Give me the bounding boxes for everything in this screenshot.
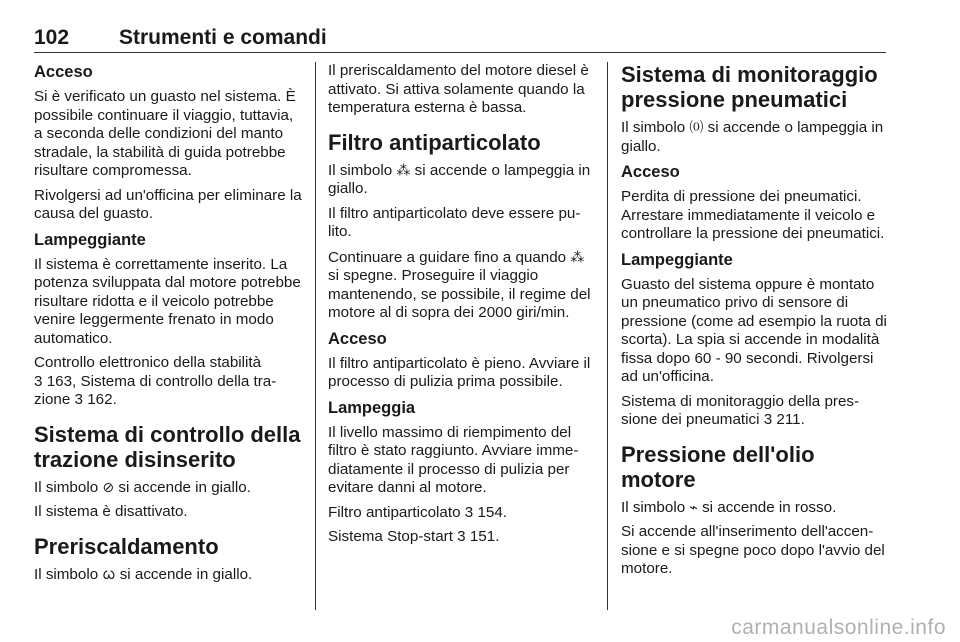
paragraph: Il preriscaldamento del motore diesel è attivato. Si attiva solamente quando la temperatura esterna è bassa. (328, 62, 589, 116)
paragraph: Il simbolo ⁂ si accende o lampeggia in giallo. (328, 161, 591, 197)
page-ref-arrow-icon: 3 (464, 503, 474, 521)
heading-traction-off: Sistema di controllo della trazione disinserito (34, 421, 301, 472)
heading-acceso: Acceso (621, 163, 680, 181)
page-number: 102 (34, 26, 70, 49)
paragraph: Perdita di pressione dei pneumatici. Arrestare immediatamente il veicolo e controllare la pressione dei pneumatici. (621, 188, 885, 242)
page-ref-arrow-icon: 3 (457, 528, 466, 545)
heading-acceso: Acceso (34, 63, 93, 81)
page-reference[interactable]: 162 (87, 391, 113, 408)
paragraph: Il filtro antiparticolato deve essere pulito. (328, 204, 581, 240)
column-1 (34, 62, 302, 590)
paragraph: Il simbolo ⌁ si accende in rosso. (621, 498, 837, 516)
paragraph: Il livello massimo di riempimento del filtro è stato raggiunto. Avviare immediatamente il processo di pulizia per evitare danni al motore. (328, 423, 579, 496)
column-divider-1 (315, 62, 316, 610)
page-ref-arrow-icon: 3 (74, 391, 83, 408)
paragraph-reference: Sistema Stop-start 3 151. (328, 528, 500, 545)
glow-plug-icon: ᰃ (102, 565, 116, 582)
diesel-particulate-filter-icon: ⁂ (570, 248, 585, 265)
page-reference[interactable]: 211 (776, 411, 801, 428)
heading-filtro: Filtro antiparticolato (328, 129, 541, 155)
page-reference[interactable]: 154 (477, 503, 503, 521)
page-ref-arrow-icon: 3 (34, 372, 43, 390)
page-reference[interactable]: 163 (46, 372, 73, 390)
paragraph: Guasto del sistema oppure è montato un pneumatico privo di sensore di pressione (come ad esempio la ruota di scorta). La spia si accende in modalità fissa dopo 60 - 90 secondi. Rivolgersi ad un'officina. (621, 275, 887, 385)
page-reference[interactable]: 151 (469, 528, 496, 545)
paragraph: Il simbolo ᰃ si accende in giallo. (34, 565, 253, 583)
paragraph: Il simbolo ⊘ si accende in giallo. (34, 478, 251, 496)
diesel-particulate-filter-icon: ⁂ (396, 161, 411, 178)
paragraph: Il sistema è correttamente inserito. La potenza sviluppata dal motore potrebbe risultare ridotta e il veicolo potrebbe venire leggermente frenato in modo automatico. (34, 255, 301, 347)
paragraph: Rivolgersi ad un'officina per eliminare la causa del guasto. (34, 186, 302, 222)
paragraph-esc-reference: Controllo elettronico della stabilità 3 163, Sistema di controllo della trazione 3 162. (34, 354, 277, 408)
paragraph-reference: Filtro antiparticolato 3 154. (328, 503, 508, 521)
heading-acceso: Acceso (328, 329, 387, 348)
paragraph-reference: Sistema di monitoraggio della pressione dei pneumatici 3 211. (621, 392, 860, 428)
page-header (34, 26, 886, 53)
paragraph: Si è verificato un guasto nel sistema. È possibile continuare il viaggio, tuttavia, a seconda delle condizioni del manto stradale, la stabilità di guida potrebbe risultare compromessa. (34, 88, 296, 179)
heading-lampeggiante: Lampeggiante (34, 230, 146, 249)
paragraph: Si accende all'inserimento dell'accensione e si spegne poco dopo l'avvio del motore. (621, 523, 885, 577)
watermark-text: carmanualsonline.info (731, 616, 946, 639)
heading-lampeggia: Lampeggia (328, 398, 416, 417)
paragraph: Il simbolo ⒪ si accende o lampeggia in giallo. (621, 119, 884, 155)
tire-pressure-icon: ⒪ (689, 119, 704, 135)
heading-tire-monitoring: Sistema di monitoraggio pressione pneumatici (621, 62, 878, 112)
oil-pressure-icon: ⌁ (689, 498, 698, 515)
heading-oil-pressure: Pressione dell'olio motore (621, 441, 815, 492)
column-divider-2 (607, 62, 608, 610)
column-2 (328, 62, 592, 553)
column-3 (621, 62, 889, 585)
heading-lampeggiante: Lampeggiante (621, 250, 733, 269)
heading-preriscaldamento: Preriscaldamento (34, 533, 219, 559)
paragraph: Continuare a guidare fino a quando ⁂ si spegne. Proseguire il viaggio mantenendo, se possibile, il regime del motore al di sopra dei 2000 giri/min. (328, 248, 591, 321)
traction-control-off-icon: ⊘ (102, 478, 115, 495)
paragraph: Il sistema è disattivato. (34, 503, 188, 520)
page-ref-arrow-icon: 3 (763, 411, 773, 428)
chapter-title: Strumenti e comandi (119, 26, 327, 49)
paragraph: Il filtro antiparticolato è pieno. Avviare il processo di pulizia prima possibile. (328, 354, 591, 390)
